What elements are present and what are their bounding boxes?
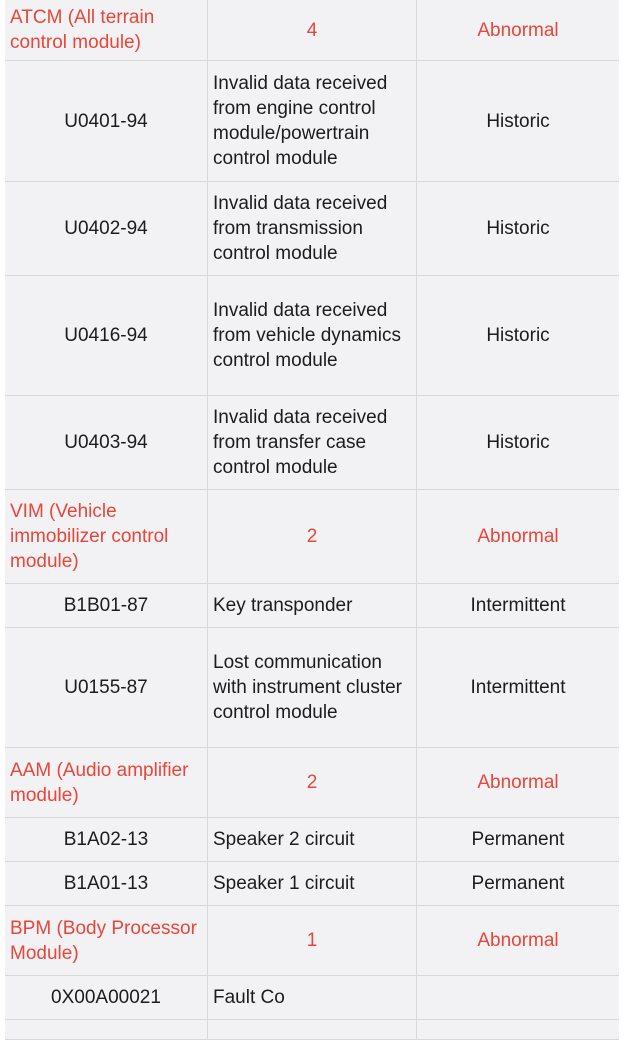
dtc-code: U0416-94 [5, 276, 208, 395]
fault-count: 1 [208, 906, 417, 975]
dtc-description: Invalid data received from vehicle dynamics control module [208, 276, 417, 395]
dtc-status: Intermittent [470, 677, 566, 698]
table-row[interactable] [5, 976, 619, 1020]
dtc-code: U0155-87 [5, 628, 208, 747]
dtc-status: Permanent [471, 873, 565, 894]
table-row[interactable] [5, 818, 619, 862]
dtc-status: Historic [486, 110, 550, 132]
table-row[interactable] [5, 748, 619, 818]
dtc-description [208, 1020, 417, 1039]
dtc-description: Invalid data received from transmission control module [208, 182, 417, 275]
table-row[interactable] [5, 0, 619, 61]
dtc-code: B1A02-13 [5, 818, 208, 861]
status-text: Abnormal [477, 19, 559, 41]
status-text: Abnormal [477, 930, 559, 951]
module-name: BPM (Body Processor Module) [5, 906, 208, 975]
dtc-status: Historic [486, 218, 550, 239]
dtc-code [5, 1020, 208, 1039]
dtc-status [417, 976, 619, 1019]
module-name: VIM (Vehicle immobilizer control module) [5, 490, 208, 583]
dtc-description: Invalid data received from transfer case control module [208, 396, 417, 489]
dtc-status: Permanent [471, 829, 565, 850]
table-row[interactable] [5, 490, 619, 584]
dtc-description: Speaker 2 circuit [208, 818, 417, 861]
dtc-description: Lost communication with instrument cluster control module [208, 628, 417, 747]
table-row[interactable] [5, 182, 619, 276]
dtc-code: 0X00A00021 [5, 976, 208, 1019]
dtc-description: Fault Co [208, 976, 417, 1019]
status-text: Abnormal [477, 772, 559, 793]
table-row[interactable] [5, 61, 619, 182]
dtc-table [5, 0, 619, 1040]
fault-count: 2 [208, 490, 417, 583]
table-row[interactable] [5, 584, 619, 628]
module-name: ATCM (All terrain control module) [5, 0, 208, 60]
dtc-code: B1A01-13 [5, 862, 208, 905]
fault-count: 4 [208, 0, 417, 60]
dtc-code: U0402-94 [5, 182, 208, 275]
module-name: AAM (Audio amplifier module) [5, 748, 208, 817]
status-text: Abnormal [477, 526, 559, 547]
dtc-status: Historic [486, 325, 550, 346]
table-row[interactable] [5, 396, 619, 490]
table-row[interactable] [5, 1020, 619, 1040]
dtc-code: U0401-94 [5, 61, 208, 181]
dtc-status: Intermittent [470, 595, 566, 616]
table-row[interactable] [5, 906, 619, 976]
table-row[interactable] [5, 276, 619, 396]
dtc-code: U0403-94 [5, 396, 208, 489]
table-row[interactable] [5, 862, 619, 906]
dtc-status: Historic [486, 432, 550, 453]
dtc-description: Speaker 1 circuit [208, 862, 417, 905]
table-row[interactable] [5, 628, 619, 748]
fault-count: 2 [208, 748, 417, 817]
dtc-description: Key transponder [208, 584, 417, 627]
dtc-code: B1B01-87 [5, 584, 208, 627]
dtc-description: Invalid data received from engine control module/powertrain control module [208, 61, 417, 181]
dtc-status [417, 1020, 619, 1039]
